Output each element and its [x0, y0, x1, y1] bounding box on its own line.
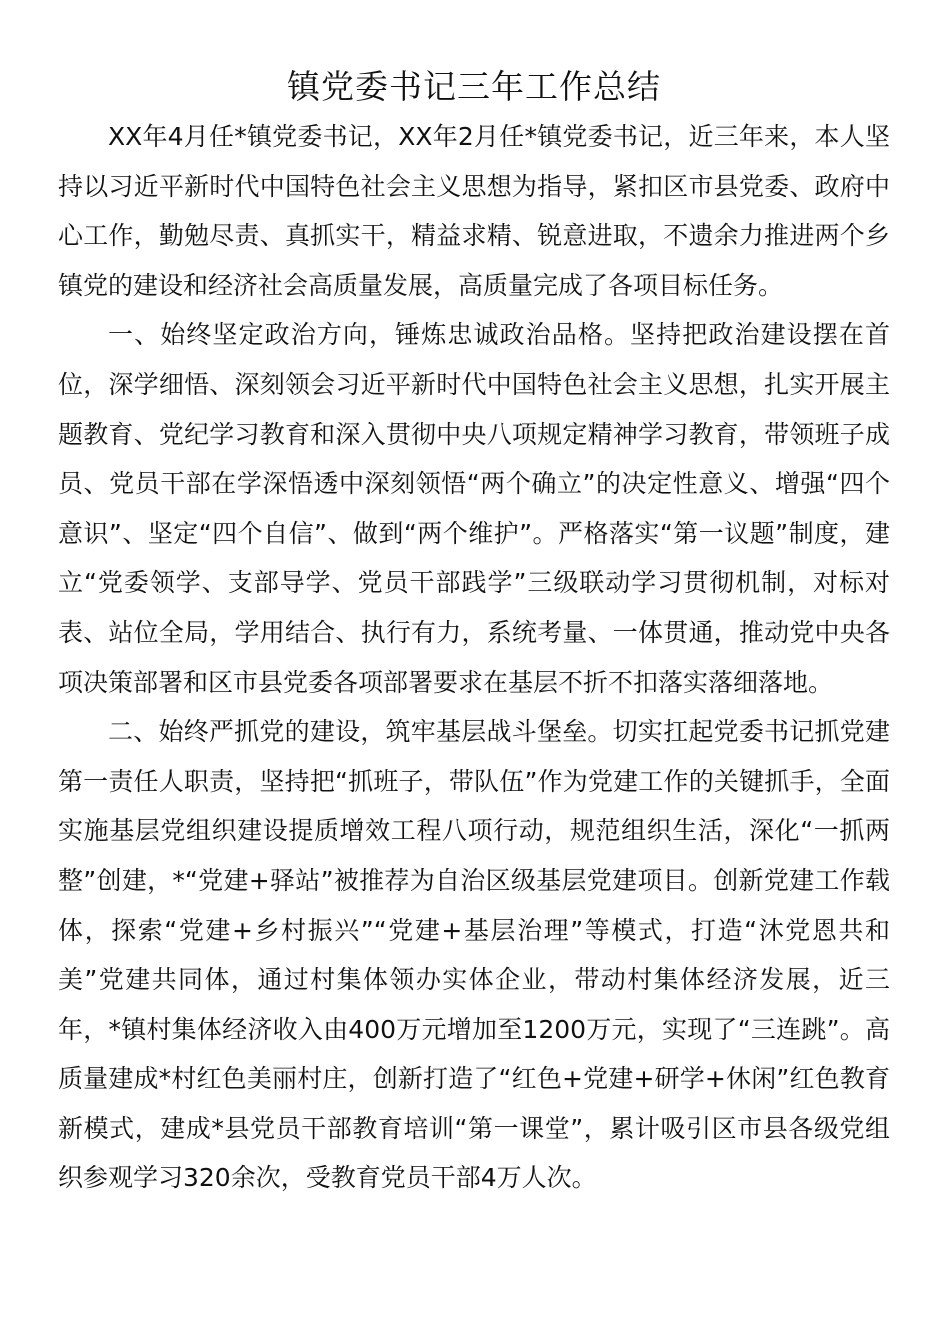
document-title: 镇党委书记三年工作总结 — [287, 67, 661, 106]
section-1-paragraph: 一、始终坚定政治方向，锤炼忠诚政治品格。坚持把政治建设摆在首位，深学细悟、深刻领会习近平新时代中国特色社会主义思想，扎实开展主题教育、党纪学习教育和深入贯彻中央八项规定精神学习教育，带领班子成员、党员干部在学深悟透中深刻领悟“两个确立”的决定性意义、增强“四个意识”、坚定“四个自信”、做到“两个维护”。严格落实“第一议题”制度，建立“党委领学、支部导学、党员干部践学”三级联动学习贯彻机制，对标对表、站位全局，学用结合、执行有力，系统考量、一体贯通，推动党中央各项决策部署和区市县党委各项部署要求在基层不折不扣落实落细落地。 — [58, 320, 890, 697]
document-page — [58, 62, 890, 1203]
intro-paragraph: XX年4月任*镇党委书记，XX年2月任*镇党委书记，近三年来，本人坚持以习近平新时代中国特色社会主义思想为指导，紧扣区市县党委、政府中心工作，勤勉尽责、真抓实干，精益求精、锐意进取，不遗余力推进两个乡镇党的建设和经济社会高质量发展，高质量完成了各项目标任务。 — [58, 122, 890, 300]
section-2-paragraph: 二、始终严抓党的建设，筑牢基层战斗堡垒。切实扛起党委书记抓党建第一责任人职责，坚持把“抓班子，带队伍”作为党建工作的关键抓手，全面实施基层党组织建设提质增效工程八项行动，规范组织生活，深化“一抓两整”创建，*“党建+驿站”被推荐为自治区级基层党建项目。创新党建工作载体，探索“党建+乡村振兴”“党建+基层治理”等模式，打造“沐党恩共和美”党建共同体，通过村集体领办实体企业，带动村集体经济发展，近三年，*镇村集体经济收入由400万元增加至1200万元，实现了“三连跳”。高质量建成*村红色美丽村庄，创新打造了“红色+党建+研学+休闲”红色教育新模式，建成*县党员干部教育培训“第一课堂”，累计吸引区市县各级党组织参观学习320余次，受教育党员干部4万人次。 — [58, 717, 890, 1193]
